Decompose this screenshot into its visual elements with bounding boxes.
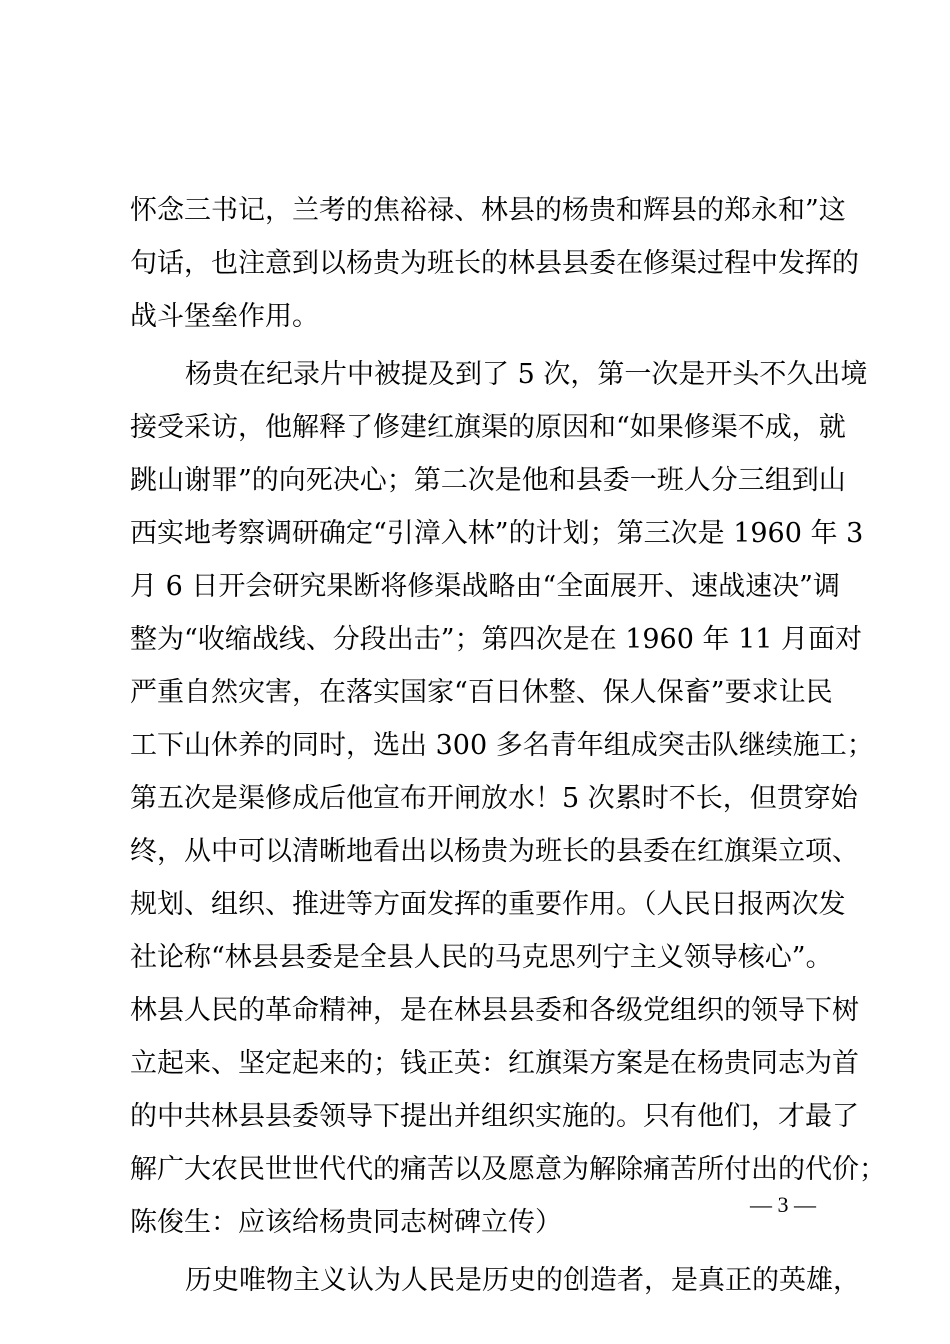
body-text — [130, 184, 886, 1307]
text-line: 西实地考察调研确定“引漳入林”的计划；第三次是 1960 年 3 — [130, 518, 864, 549]
paragraph-3 — [130, 1254, 860, 1307]
text-line: 终，从中可以清晰地看出以杨贵为班长的县委在红旗渠立项、 — [130, 836, 859, 867]
text-line: 立起来、坚定起来的；钱正英：红旗渠方案是在杨贵同志为首 — [130, 1048, 859, 1079]
paragraph-2 — [130, 348, 886, 1249]
text-line: 林县人民的革命精神，是在林县县委和各级党组织的领导下树 — [130, 995, 859, 1026]
paragraph-1 — [130, 184, 859, 343]
text-line: 的中共林县县委领导下提出并组织实施的。只有他们，才最了 — [130, 1101, 859, 1132]
text-line: 战斗堡垒作用。 — [130, 301, 319, 332]
text-line: 解广大农民世世代代的痛苦以及愿意为解除痛苦所付出的代价； — [130, 1154, 886, 1185]
text-line: 陈俊生：应该给杨贵同志树碑立传） — [130, 1207, 562, 1238]
text-line: 严重自然灾害，在落实国家“百日休整、保人保畜”要求让民 — [130, 677, 833, 708]
text-line: 整为“收缩战线、分段出击”；第四次是在 1960 年 11 月面对 — [130, 624, 863, 655]
page-number: — 3 — — [750, 1192, 816, 1217]
text-line: 句话，也注意到以杨贵为班长的林县县委在修渠过程中发挥的 — [130, 248, 859, 279]
text-line: 怀念三书记，兰考的焦裕禄、林县的杨贵和辉县的郑永和”这 — [130, 195, 846, 226]
text-line: 跳山谢罪”的向死决心；第二次是他和县委一班人分三组到山 — [130, 465, 846, 496]
text-line: 杨贵在纪录片中被提及到了 5 次，第一次是开头不久出境 — [185, 359, 868, 390]
text-line: 接受采访，他解释了修建红旗渠的原因和“如果修渠不成，就 — [130, 412, 846, 443]
text-line: 规划、组织、推进等方面发挥的重要作用。（人民日报两次发 — [130, 889, 846, 920]
text-line: 历史唯物主义认为人民是历史的创造者，是真正的英雄， — [185, 1265, 860, 1296]
text-line: 社论称“林县县委是全县人民的马克思列宁主义领导核心”。 — [130, 942, 833, 973]
text-line: 第五次是渠修成后他宣布开闸放水！5 次累时不长，但贯穿始 — [130, 783, 858, 814]
text-line: 工下山休养的同时，选出 300 多名青年组成突击队继续施工； — [130, 730, 874, 761]
text-line: 月 6 日开会研究果断将修渠战略由“全面展开、速战速决”调 — [130, 571, 840, 602]
